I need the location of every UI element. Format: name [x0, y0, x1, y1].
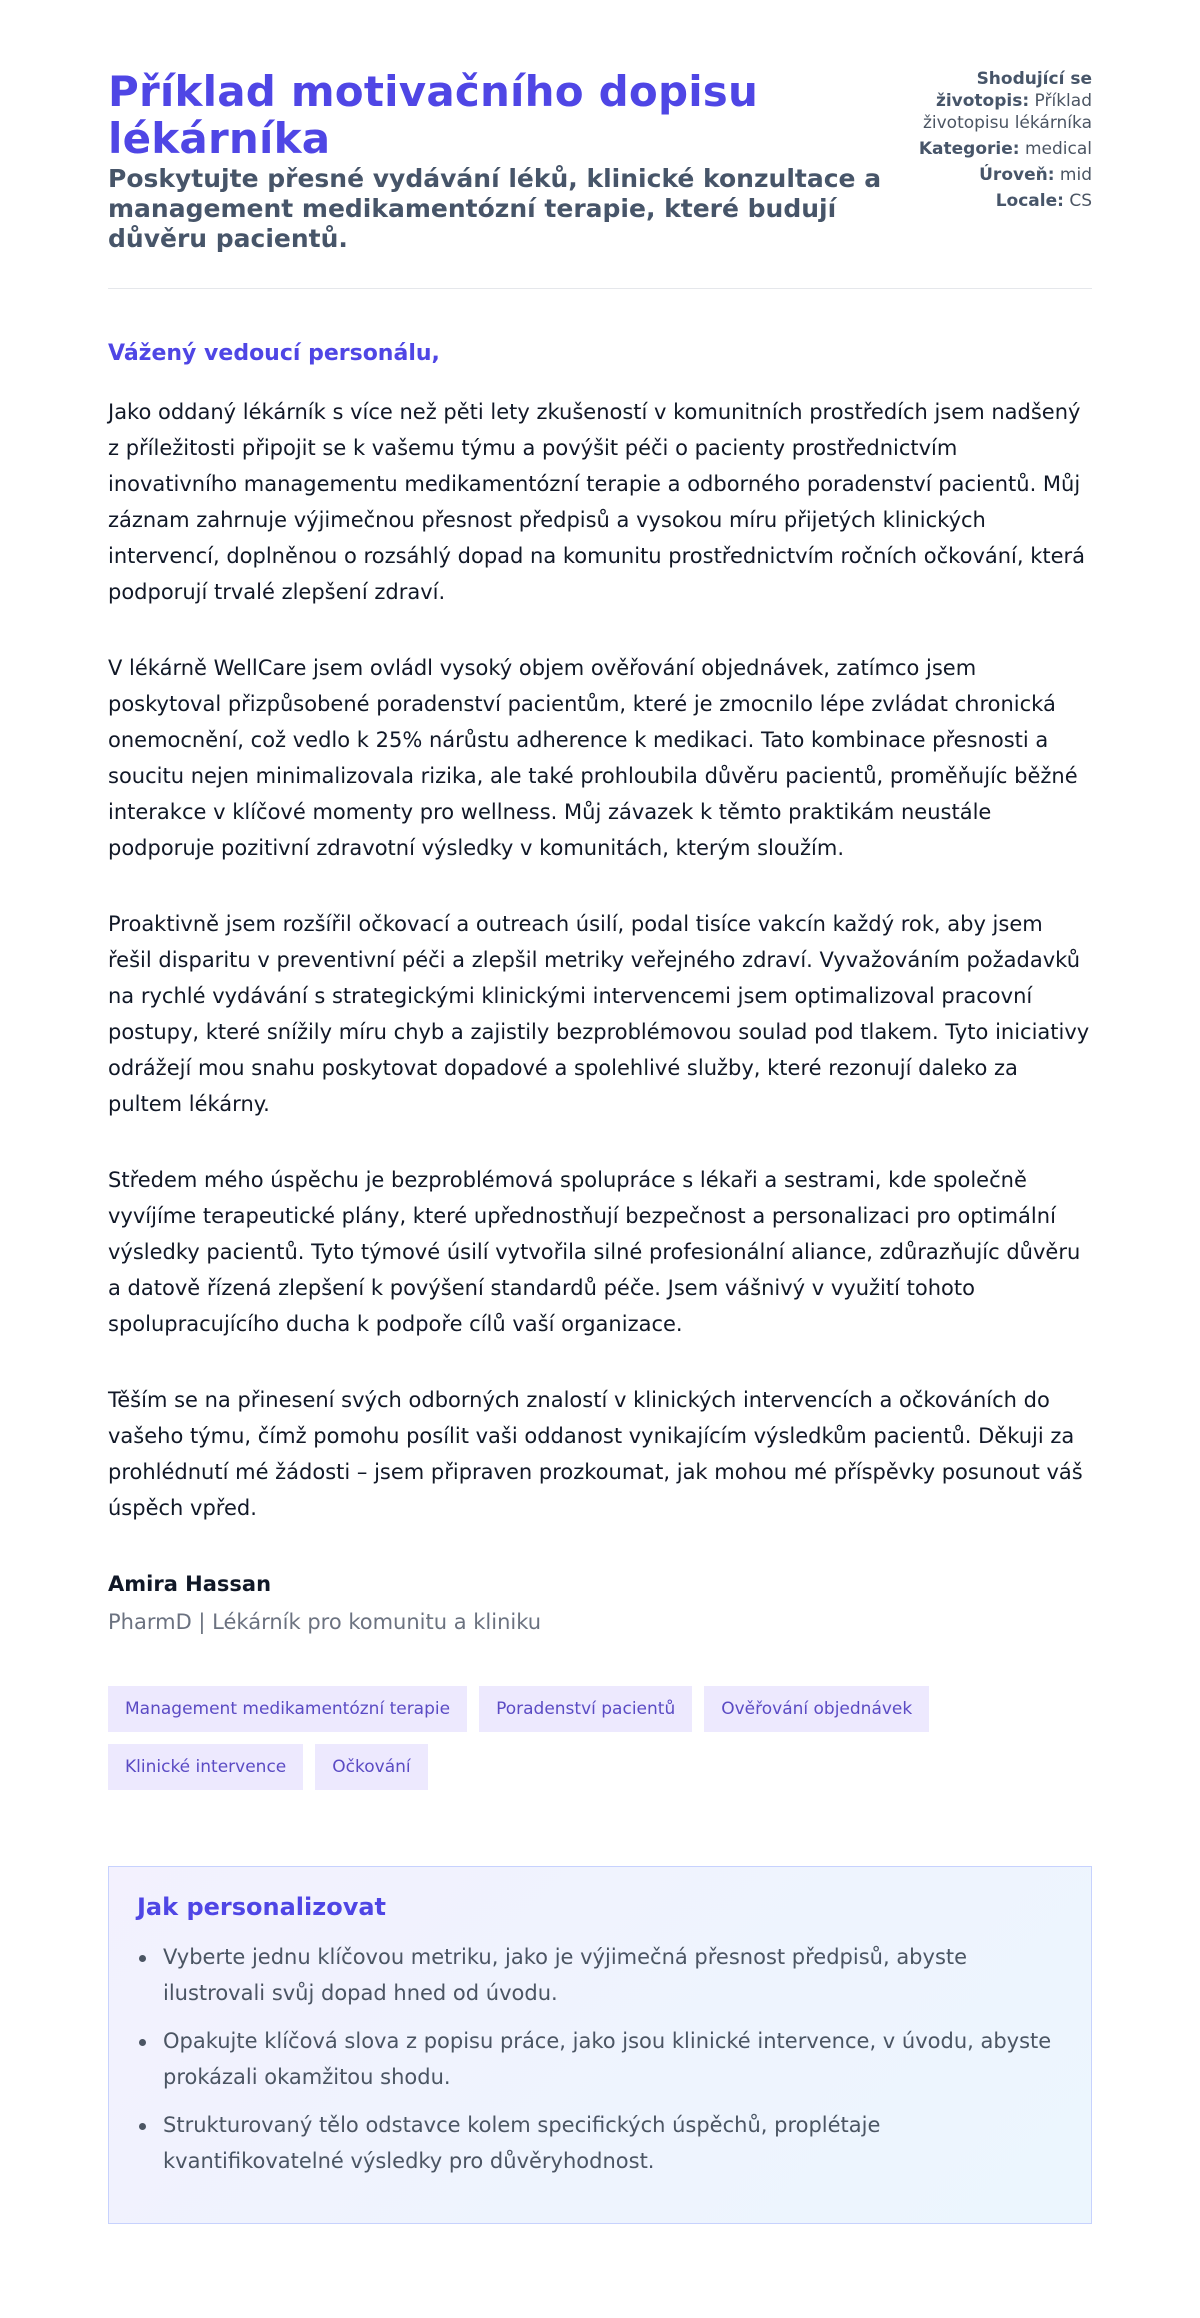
page-subtitle: Poskytujte přesné vydávání léků, klinické konzultace a management medikamentózní terapie, které budují důvěru pacientů. — [108, 164, 882, 254]
letter-salutation: Vážený vedoucí personálu, — [108, 341, 440, 367]
tips-item-text: Vyberte jednu klíčovou metriku, jako je výjimečná přesnost předpisů, abyste ilustrovali svůj dopad hned od úvodu. — [163, 1945, 968, 2006]
skill-tag[interactable]: Management medikamentózní terapie — [108, 1686, 467, 1732]
bullet-icon — [139, 1955, 146, 1962]
meta-level-value: mid — [1059, 165, 1092, 186]
skill-tag[interactable]: Klinické intervence — [108, 1744, 303, 1790]
metadata-panel — [892, 68, 1092, 217]
meta-category-value: medical — [1024, 139, 1092, 160]
bullet-icon — [139, 2039, 146, 2046]
bullet-icon — [139, 2123, 146, 2130]
letter-paragraph: V lékárně WellCare jsem ovládl vysoký objem ověřování objednávek, zatímco jsem poskytoval přizpůsobené poradenství pacientům, které je zmocnilo lépe zvládat chronická onemocnění, což vedlo k 25% nárůstu adherence k medikaci. Tato kombinace přesnosti a soucitu nejen minimalizovala rizika, ale také prohloubila důvěru pacientů, proměňujíc běžné interakce v klíčové momenty pro wellness. Můj závazek k těmto praktikám neustále podporuje pozitivní zdravotní výsledky v komunitách, kterým sloužím. — [108, 656, 1078, 861]
letter-paragraph: Proaktivně jsem rozšířil očkovací a outreach úsilí, podal tisíce vakcín každý rok, aby jsem řešil disparitu v preventivní péči a zlepšil metriky veřejného zdraví. Vyvažováním požadavků na rychlé vydávání s strategickými klinickými intervencemi jsem optimalizoval pracovní postupy, které snížily míru chyb a zajistily bezproblémovou soulad pod tlakem. Tyto iniciativy odrážejí mou snahu poskytovat dopadové a spolehlivé služby, které rezonují daleko za pultem lékárny. — [108, 912, 1090, 1117]
skill-tags — [108, 1686, 988, 1790]
letter-paragraph: Těším se na přinesení svých odborných znalostí v klinických intervencích a očkováních do vašeho týmu, čímž pomohu posílit vaši oddanost vynikajícím výsledkům pacientů. Děkuji za prohlédnutí mé žádosti – jsem připraven prozkoumat, jak mohou mé příspěvky posunout váš úspěch vpřed. — [108, 1388, 1083, 1521]
tips-item-text: Opakujte klíčová slova z popisu práce, jako jsou klinické intervence, v úvodu, abyste prokázali okamžitou shodu. — [163, 2029, 1052, 2090]
personalization-tips-box — [108, 1866, 1092, 2224]
skill-tag[interactable]: Poradenství pacientů — [479, 1686, 692, 1732]
meta-level — [892, 164, 1092, 186]
header-title-block — [108, 68, 888, 254]
meta-locale-label: Locale: — [995, 191, 1064, 212]
skill-tag[interactable]: Ověřování objednávek — [704, 1686, 929, 1732]
meta-locale-value: CS — [1069, 191, 1092, 212]
tips-list — [137, 1939, 1063, 2179]
tips-item-text: Strukturovaný tělo odstavce kolem specifických úspěchů, proplétaje kvantifikovatelné výsledky pro důvěryhodnost. — [163, 2113, 881, 2174]
tips-list-item — [137, 2107, 1063, 2179]
meta-locale — [892, 190, 1092, 212]
meta-category — [892, 138, 1092, 160]
tips-list-item — [137, 1939, 1063, 2011]
signature-role: PharmD | Lékárník pro komunitu a kliniku — [108, 1610, 542, 1635]
signature-name: Amira Hassan — [108, 1572, 272, 1597]
letter-paragraph: Středem mého úspěchu je bezproblémová spolupráce s lékaři a sestrami, kde společně vyvíjíme terapeutické plány, které upřednostňují bezpečnost a personalizaci pro optimální výsledky pacientů. Tyto týmové úsilí vytvořila silné profesionální aliance, zdůrazňujíc důvěru a datově řízená zlepšení k povýšení standardů péče. Jsem vášnivý v využití tohoto spolupracujícího ducha k podpoře cílů vaší organizace. — [108, 1168, 1081, 1337]
meta-level-label: Úroveň: — [979, 165, 1055, 186]
letter-paragraph: Jako oddaný lékárník s více než pěti lety zkušeností v komunitních prostředích jsem nadšený z příležitosti připojit se k vašemu týmu a povýšit péči o pacienty prostřednictvím inovativního managementu medikamentózní terapie a odborného poradenství pacientů. Můj záznam zahrnuje výjimečnou přesnost předpisů a vysokou míru přijetých klinických intervencí, doplněnou o rozsáhlý dopad na komunitu prostřednictvím ročních očkování, která podporují trvalé zlepšení zdraví. — [108, 400, 1086, 605]
letter-body — [108, 341, 1092, 1634]
meta-resume-label: Shodující se životopis: — [935, 69, 1092, 112]
skill-tag[interactable]: Očkování — [315, 1744, 427, 1790]
letter-paragraphs — [108, 394, 1092, 1526]
page-title: Příklad motivačního dopisu lékárníka — [108, 67, 759, 164]
meta-category-label: Kategorie: — [918, 139, 1020, 160]
meta-resume-value[interactable]: Příklad životopisu lékárníka — [922, 91, 1092, 134]
meta-resume — [892, 68, 1092, 134]
tips-title: Jak personalizovat — [137, 1893, 387, 1922]
page-header — [108, 68, 1092, 289]
tips-list-item — [137, 2023, 1063, 2095]
